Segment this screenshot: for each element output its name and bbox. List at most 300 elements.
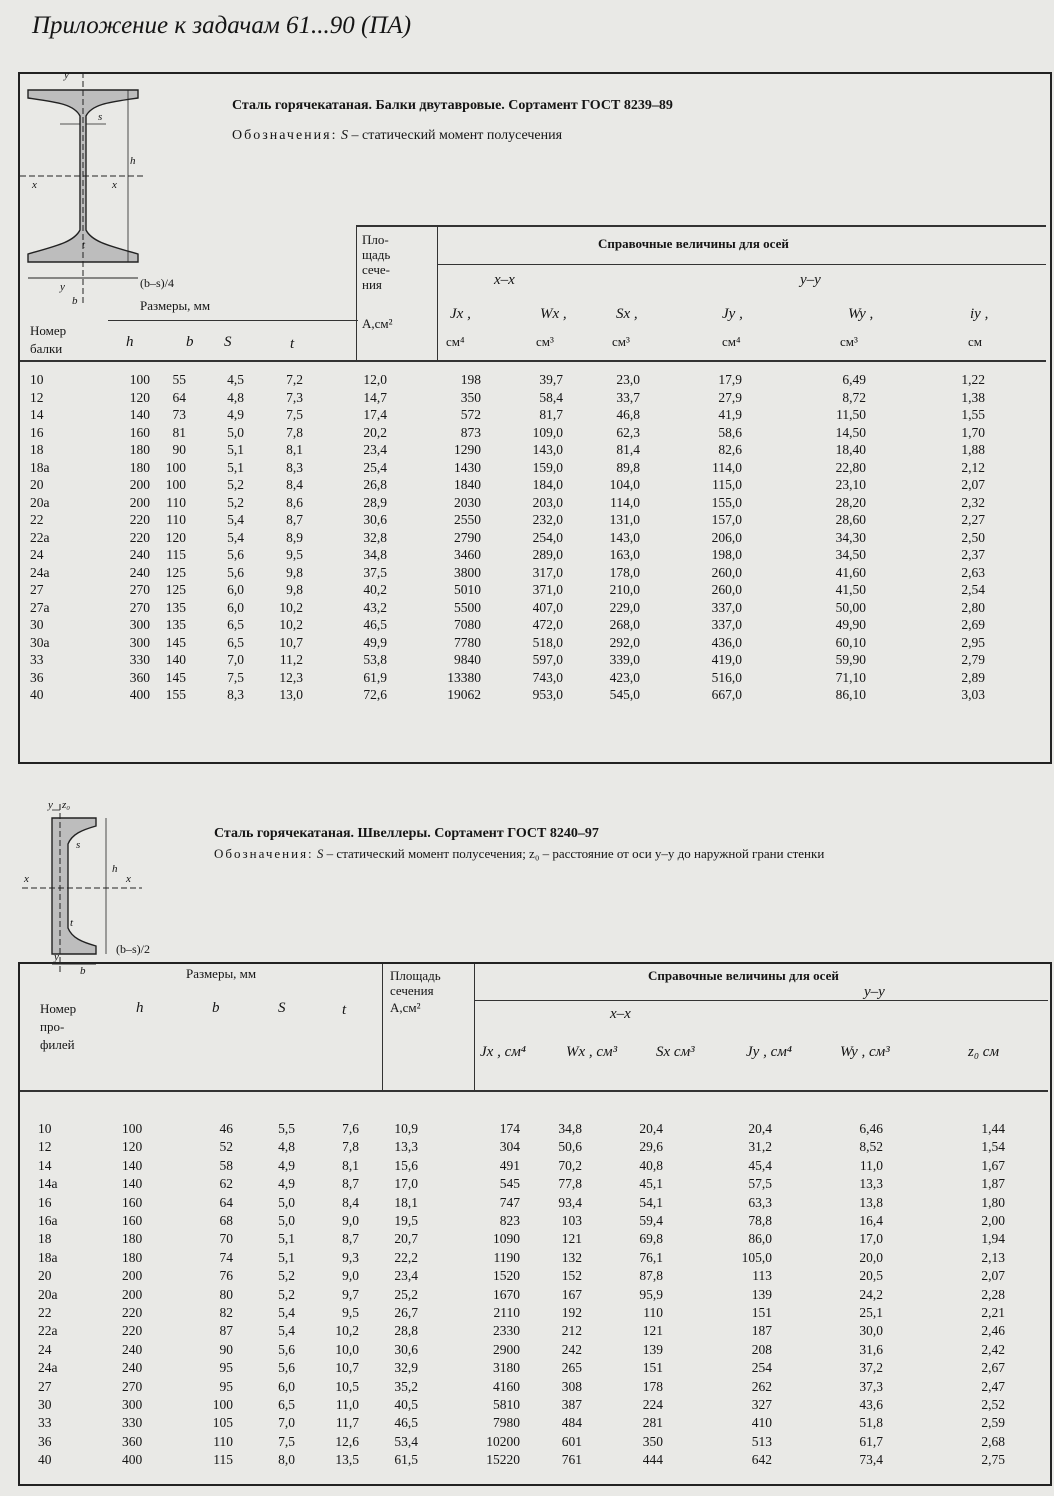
table-cell: 1,38 (961, 389, 985, 405)
table-cell: 14а (38, 1176, 58, 1192)
table-cell: 9,3 (342, 1249, 359, 1265)
table-cell: 54,1 (639, 1194, 663, 1210)
table-cell: 33,7 (616, 389, 640, 405)
table-cell: 22,80 (835, 459, 866, 475)
table-cell: 2,00 (981, 1213, 1005, 1228)
table-cell: 20,5 (859, 1268, 883, 1284)
table-cell: 545,0 (609, 687, 640, 702)
table-cell: 178 (642, 1378, 663, 1394)
table-cell: 5,1 (278, 1231, 295, 1247)
table-cell: 73,4 (859, 1452, 883, 1468)
table-cell: 9,7 (342, 1286, 359, 1302)
table-row (0, 565, 1054, 582)
channel-header-wy: Wy , см³ (840, 1044, 890, 1060)
table-row (0, 1415, 1054, 1432)
ibeam-col-divider (437, 226, 438, 360)
ibeam-header-jx-unit: см⁴ (446, 334, 465, 349)
table-cell: 2,95 (961, 634, 985, 650)
table-cell: 95,9 (639, 1286, 663, 1302)
table-cell: 62,3 (616, 424, 640, 440)
table-cell: 12 (38, 1139, 52, 1155)
table-cell: 81,7 (539, 407, 563, 422)
table-cell: 15,6 (394, 1157, 418, 1173)
table-cell: 242 (561, 1341, 582, 1357)
table-cell: 11,2 (279, 652, 303, 667)
table-cell: 41,60 (835, 564, 866, 580)
table-cell: 135 (165, 617, 186, 632)
table-cell: 104,0 (609, 477, 640, 492)
table-cell: 105,0 (741, 1249, 772, 1265)
table-cell: 2,07 (961, 477, 985, 492)
table-cell: 20 (30, 477, 44, 492)
table-row (0, 1250, 1054, 1267)
channel-header-area-caption: Площадь сечения (390, 968, 441, 998)
table-cell: 17,4 (363, 407, 387, 422)
table-cell: 7,0 (278, 1415, 295, 1431)
table-cell: 61,5 (394, 1452, 418, 1468)
ibeam-sketch-x-right: x (112, 179, 117, 191)
table-cell: 41,50 (835, 582, 866, 597)
table-cell: 28,9 (363, 494, 387, 510)
table-row (0, 617, 1054, 634)
table-cell: 1,87 (981, 1176, 1005, 1192)
table-cell: 73 (172, 407, 186, 422)
table-cell: 30а (30, 634, 50, 650)
table-cell: 5,5 (278, 1121, 295, 1136)
table-cell: 55 (172, 372, 186, 387)
table-cell: 8,72 (842, 389, 866, 405)
ibeam-header-wy: Wy , (848, 306, 874, 322)
table-cell: 761 (561, 1452, 582, 1468)
ibeam-header-iy: iy , (970, 306, 989, 322)
table-cell: 4160 (493, 1378, 520, 1394)
table-cell: 72,6 (363, 687, 387, 702)
table-cell: 1430 (454, 459, 481, 475)
table-cell: 140 (129, 407, 150, 422)
table-row (0, 1452, 1054, 1469)
table-cell: 5,2 (227, 477, 244, 492)
table-cell: 14 (38, 1157, 52, 1173)
table-row (0, 530, 1054, 547)
table-cell: 7,5 (278, 1433, 295, 1449)
table-cell: 8,52 (859, 1139, 883, 1155)
table-cell: 823 (499, 1213, 520, 1228)
table-row (0, 425, 1054, 442)
table-cell: 300 (129, 634, 150, 650)
table-cell: 20 (38, 1268, 52, 1284)
table-cell: 2790 (454, 529, 481, 545)
table-cell: 5810 (493, 1397, 520, 1412)
table-row (0, 1195, 1054, 1212)
table-cell: 304 (499, 1139, 520, 1155)
table-cell: 110 (213, 1433, 233, 1449)
table-cell: 268,0 (609, 617, 640, 632)
table-cell: 180 (129, 442, 150, 457)
table-cell: 208 (751, 1341, 772, 1357)
channel-header-axis-xx: x–x (610, 1006, 631, 1022)
table-cell: 516,0 (711, 669, 742, 685)
table-cell: 337,0 (711, 599, 742, 615)
table-cell: 43,6 (859, 1397, 883, 1412)
table-cell: 8,6 (286, 494, 303, 510)
table-cell: 5,4 (278, 1323, 295, 1339)
table-cell: 206,0 (711, 529, 742, 545)
channel-header-b: b (212, 1000, 220, 1016)
table-cell: 1,44 (981, 1121, 1005, 1136)
table-row (0, 442, 1054, 459)
ibeam-header-t: t (290, 336, 295, 352)
table-cell: 155,0 (711, 494, 742, 510)
table-row (0, 1434, 1054, 1451)
table-cell: 5,4 (278, 1305, 295, 1320)
table-cell: 9,8 (286, 582, 303, 597)
table-cell: 184,0 (532, 477, 563, 492)
table-cell: 5,6 (227, 547, 244, 562)
table-cell: 61,7 (859, 1433, 883, 1449)
table-cell: 8,0 (278, 1452, 295, 1468)
table-cell: 240 (122, 1341, 143, 1357)
channel-header-sx: Sx см³ (656, 1044, 695, 1060)
ibeam-header-ref: Справочные величины для осей (598, 236, 789, 251)
table-cell: 7,0 (227, 652, 244, 667)
table-cell: 12,6 (335, 1433, 359, 1449)
table-cell: 330 (122, 1415, 143, 1431)
table-cell: 240 (122, 1360, 143, 1376)
table-cell: 491 (499, 1157, 520, 1173)
table-cell: 19,5 (394, 1213, 418, 1228)
ibeam-header-area: А,см² (362, 316, 393, 331)
table-cell: 155 (165, 687, 186, 702)
table-cell: 20,0 (859, 1249, 883, 1265)
table-cell: 17,9 (718, 372, 742, 387)
table-cell: 8,7 (342, 1231, 359, 1247)
table-cell: 30,6 (394, 1341, 418, 1357)
table-cell: 14,7 (363, 389, 387, 405)
channel-header-bottom-rule (20, 1090, 1048, 1092)
table-cell: 57,5 (748, 1176, 772, 1192)
table-row (0, 1158, 1054, 1175)
table-row (0, 1379, 1054, 1396)
table-cell: 11,50 (836, 407, 866, 422)
channel-header-jx: Jx , см⁴ (480, 1044, 527, 1060)
table-cell: 159,0 (532, 459, 563, 475)
table-cell: 7,8 (286, 424, 303, 440)
table-cell: 330 (129, 652, 150, 667)
channel-header-h: h (136, 1000, 144, 1016)
table-cell: 69,8 (639, 1231, 663, 1247)
table-cell: 18 (30, 442, 44, 457)
table-cell: 50,6 (558, 1139, 582, 1155)
table-cell: 121 (561, 1231, 582, 1247)
table-cell: 180 (122, 1249, 143, 1265)
table-cell: 2,07 (981, 1268, 1005, 1284)
table-row (0, 390, 1054, 407)
table-row (0, 687, 1054, 704)
table-cell: 121 (642, 1323, 663, 1339)
table-cell: 350 (460, 389, 481, 405)
table-cell: 300 (122, 1397, 143, 1412)
table-cell: 212 (561, 1323, 582, 1339)
table-cell: 100 (165, 459, 186, 475)
table-cell: 1,70 (961, 424, 985, 440)
table-cell: 14,50 (835, 424, 866, 440)
table-cell: 20,7 (394, 1231, 418, 1247)
table-cell: 1840 (454, 477, 481, 492)
table-cell: 23,10 (835, 477, 866, 492)
channel-sketch-h: h (112, 863, 118, 875)
table-cell: 27а (30, 599, 50, 615)
table-row (0, 1176, 1054, 1193)
table-cell: 43,2 (363, 599, 387, 615)
table-cell: 6,5 (227, 634, 244, 650)
table-cell: 8,3 (286, 459, 303, 475)
table-cell: 80 (219, 1286, 233, 1302)
table-cell: 10,0 (335, 1341, 359, 1357)
table-cell: 2,12 (961, 459, 985, 475)
channel-header-wx: Wx , см³ (566, 1044, 618, 1060)
ibeam-sketch-bs4-label: (b–s)/4 (140, 276, 174, 290)
table-cell: 220 (122, 1323, 143, 1339)
table-cell: 71,10 (835, 669, 866, 685)
table-cell: 572 (460, 407, 481, 422)
table-cell: 120 (122, 1139, 143, 1155)
table-cell: 140 (165, 652, 186, 667)
table-cell: 13,8 (859, 1194, 883, 1210)
table-cell: 37,5 (363, 564, 387, 580)
table-cell: 7,5 (286, 407, 303, 422)
table-row (0, 1231, 1054, 1248)
table-cell: 125 (165, 582, 186, 597)
table-cell: 45,4 (748, 1157, 772, 1173)
table-cell: 58,4 (539, 389, 563, 405)
table-cell: 37,2 (859, 1360, 883, 1376)
channel-header-number: Номер про- филей (40, 1001, 77, 1052)
table-cell: 518,0 (532, 634, 563, 650)
table-cell: 76 (219, 1268, 233, 1284)
table-cell: 7,2 (286, 372, 303, 387)
table-cell: 1190 (493, 1249, 520, 1265)
table-cell: 2,47 (981, 1378, 1005, 1394)
channel-sketch-x-left: x (24, 873, 29, 885)
table-cell: 113 (752, 1268, 772, 1284)
ibeam-header-jy: Jy , (722, 306, 743, 322)
table-cell: 23,4 (394, 1268, 418, 1284)
table-cell: 157,0 (711, 512, 742, 527)
table-cell: 2,80 (961, 599, 985, 615)
table-cell: 81,4 (616, 442, 640, 457)
table-cell: 4,9 (278, 1176, 295, 1192)
table-cell: 24,2 (859, 1286, 883, 1302)
table-cell: 1090 (493, 1231, 520, 1247)
table-cell: 20а (38, 1286, 58, 1302)
table-cell: 2,37 (961, 547, 985, 562)
table-cell: 11,0 (335, 1397, 359, 1412)
table-cell: 115 (213, 1452, 233, 1468)
table-cell: 30,0 (859, 1323, 883, 1339)
table-cell: 59,90 (835, 652, 866, 667)
channel-header-area: А,см² (390, 1000, 421, 1015)
table-cell: 260,0 (711, 564, 742, 580)
table-cell: 10,7 (335, 1360, 359, 1376)
table-cell: 270 (129, 582, 150, 597)
table-cell: 163,0 (609, 547, 640, 562)
table-cell: 40,5 (394, 1397, 418, 1412)
table-cell: 642 (751, 1452, 772, 1468)
table-row (0, 460, 1054, 477)
table-cell: 87,8 (639, 1268, 663, 1284)
table-cell: 53,8 (363, 652, 387, 667)
table-cell: 200 (122, 1286, 143, 1302)
table-cell: 10200 (486, 1433, 520, 1449)
table-cell: 27 (38, 1378, 52, 1394)
table-cell: 10,2 (279, 617, 303, 632)
table-cell: 86,0 (748, 1231, 772, 1247)
table-cell: 300 (129, 617, 150, 632)
table-cell: 308 (561, 1378, 582, 1394)
table-cell: 2,69 (961, 617, 985, 632)
table-cell: 8,4 (286, 477, 303, 492)
table-cell: 5,2 (278, 1286, 295, 1302)
ibeam-section-sketch (20, 64, 148, 310)
table-cell: 3,03 (961, 687, 985, 702)
table-cell: 180 (122, 1231, 143, 1247)
table-cell: 36 (30, 669, 44, 685)
table-cell: 180 (129, 459, 150, 475)
channel-sketch-z0: z₀ (62, 799, 71, 811)
table-cell: 64 (219, 1194, 233, 1210)
table-cell: 2900 (493, 1341, 520, 1357)
table-cell: 110 (643, 1305, 663, 1320)
table-cell: 254,0 (532, 529, 563, 545)
table-cell: 14 (30, 407, 44, 422)
channel-sketch-b: b (80, 965, 86, 977)
table-cell: 16,4 (859, 1213, 883, 1228)
table-cell: 40 (30, 687, 44, 702)
table-cell: 152 (561, 1268, 582, 1284)
table-cell: 37,3 (859, 1378, 883, 1394)
channel-sketch-y-top: y (48, 799, 53, 811)
table-row (0, 547, 1054, 564)
table-cell: 30,6 (363, 512, 387, 527)
table-cell: 143,0 (532, 442, 563, 457)
table-cell: 317,0 (532, 564, 563, 580)
table-cell: 27 (30, 582, 44, 597)
table-row (0, 1287, 1054, 1304)
table-cell: 387 (561, 1397, 582, 1412)
table-cell: 174 (499, 1121, 520, 1136)
ibeam-header-s: S (224, 334, 232, 350)
table-cell: 160 (122, 1213, 143, 1228)
table-cell: 46,5 (363, 617, 387, 632)
table-cell: 2,67 (981, 1360, 1005, 1376)
table-cell: 262 (751, 1378, 772, 1394)
table-cell: 120 (129, 389, 150, 405)
table-cell: 51,8 (859, 1415, 883, 1431)
table-cell: 87 (219, 1323, 233, 1339)
table-cell: 41,9 (718, 407, 742, 422)
table-cell: 2,27 (961, 512, 985, 527)
channel-header-jy: Jy , см⁴ (746, 1044, 793, 1060)
table-cell: 1,54 (981, 1139, 1005, 1155)
table-row (0, 1342, 1054, 1359)
table-cell: 28,20 (835, 494, 866, 510)
table-cell: 95 (219, 1360, 233, 1376)
table-cell: 513 (751, 1433, 772, 1449)
table-cell: 9,0 (342, 1268, 359, 1284)
table-cell: 5500 (454, 599, 481, 615)
table-cell: 9,8 (286, 564, 303, 580)
table-cell: 11,7 (335, 1415, 359, 1431)
table-cell: 4,5 (227, 372, 244, 387)
channel-header-sizes: Размеры, мм (186, 966, 257, 981)
table-cell: 46 (219, 1121, 233, 1136)
table-cell: 20,2 (363, 424, 387, 440)
table-cell: 200 (129, 494, 150, 510)
table-cell: 178,0 (609, 564, 640, 580)
table-cell: 10,7 (279, 634, 303, 650)
table-cell: 12,3 (279, 669, 303, 685)
table-cell: 400 (122, 1452, 143, 1468)
channel-header-ref-rule (474, 1000, 1048, 1001)
table-cell: 5,6 (278, 1360, 295, 1376)
ibeam-header-wx: Wx , (540, 306, 567, 322)
table-cell: 9,5 (342, 1305, 359, 1320)
ibeam-header-sizes: Размеры, мм (140, 298, 211, 313)
table-cell: 45,1 (639, 1176, 663, 1192)
table-cell: 86,10 (835, 687, 866, 702)
ibeam-header-top-rule (356, 225, 1046, 227)
table-cell: 28,60 (835, 512, 866, 527)
table-cell: 22,2 (394, 1249, 418, 1265)
table-cell: 62 (219, 1176, 233, 1192)
table-cell: 220 (129, 529, 150, 545)
table-cell: 5,6 (227, 564, 244, 580)
table-cell: 49,9 (363, 634, 387, 650)
table-cell: 4,9 (227, 407, 244, 422)
table-cell: 5,2 (278, 1268, 295, 1284)
table-cell: 100 (129, 372, 150, 387)
table-cell: 10,2 (279, 599, 303, 615)
table-cell: 160 (122, 1194, 143, 1210)
table-cell: 115,0 (712, 477, 742, 492)
table-cell: 292,0 (609, 634, 640, 650)
channel-sketch-y-bottom: y (54, 951, 59, 963)
table-cell: 89,8 (616, 459, 640, 475)
table-cell: 151 (642, 1360, 663, 1376)
table-row (0, 1305, 1054, 1322)
ibeam-header-wx-unit: см³ (536, 334, 554, 349)
table-cell: 25,4 (363, 459, 387, 475)
table-cell: 270 (129, 599, 150, 615)
table-cell: 20а (30, 494, 50, 510)
table-cell: 953,0 (532, 687, 563, 702)
table-cell: 139 (642, 1341, 663, 1357)
channel-sketch-t: t (70, 917, 74, 929)
ibeam-header-ref-rule (438, 264, 1046, 265)
ibeam-title: Сталь горячекатаная. Балки двутавровые. Сортамент ГОСТ 8239–89 (232, 98, 673, 113)
table-row (0, 1268, 1054, 1285)
table-cell: 103 (561, 1213, 582, 1228)
table-cell: 8,7 (342, 1176, 359, 1192)
table-cell: 337,0 (711, 617, 742, 632)
table-cell: 35,2 (394, 1378, 418, 1394)
table-cell: 31,2 (748, 1139, 772, 1155)
table-cell: 13,5 (335, 1452, 359, 1468)
table-cell: 5,0 (278, 1194, 295, 1210)
table-cell: 22 (38, 1305, 52, 1320)
channel-legend: Обозначения: S – статический момент полусечения; z₀ – расстояние от оси y–y до наружной грани стенки (214, 846, 825, 861)
table-cell: 25,1 (859, 1305, 883, 1320)
